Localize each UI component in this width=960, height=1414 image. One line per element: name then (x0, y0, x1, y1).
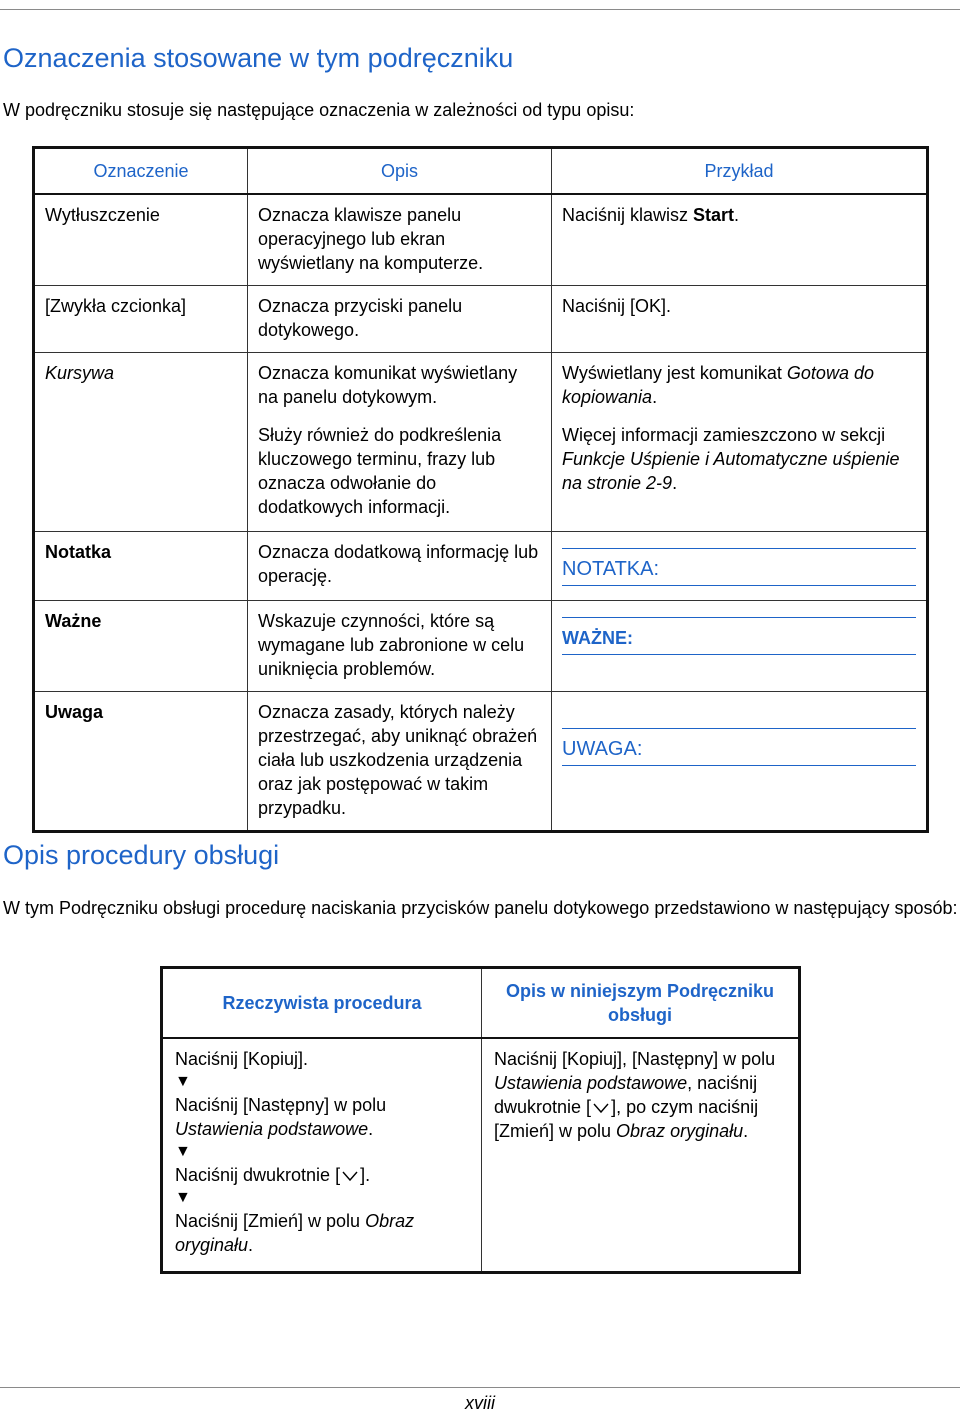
row-example (552, 692, 928, 832)
step-2: Naciśnij [Następny] w polu Ustawienia podstawowe. (175, 1095, 387, 1139)
row-desc: Oznacza dodatkową informację lub operację. (248, 532, 552, 601)
chevron-down-icon (340, 1170, 360, 1182)
row-label: Wytłuszczenie (34, 194, 248, 286)
caution-example: UWAGA: (562, 728, 916, 766)
row-example (552, 532, 928, 601)
row-desc: Wskazuje czynności, które są wymagane lub zabronione w celu uniknięcia problemów. (248, 601, 552, 692)
down-arrow-icon: ▼ (175, 1143, 191, 1160)
manual-description-cell (482, 1038, 800, 1273)
header-actual-procedure: Rzeczywista procedura (162, 968, 482, 1039)
row-label: Notatka (34, 532, 248, 601)
table-header-row (162, 968, 800, 1039)
section-intro-conventions: W podręczniku stosuje się następujące oznaczenia w zależności od typu opisu: (3, 100, 635, 120)
italic-example: Gotowa do kopiowania (562, 363, 874, 407)
table-row (34, 194, 928, 286)
table-row (34, 601, 928, 692)
note-example: NOTATKA: (562, 548, 916, 586)
italic-reference: Funkcje Uśpienie i Automatyczne uśpienie na stronie 2-9 (562, 449, 900, 493)
row-example: Naciśnij [OK]. (552, 286, 928, 353)
table-row (162, 1038, 800, 1273)
step-1: Naciśnij [Kopiuj]. (175, 1049, 309, 1069)
header-oznaczenie: Oznaczenie (34, 148, 248, 195)
section-title-conventions: Oznaczenia stosowane w tym podręczniku (3, 43, 514, 73)
row-label: Kursywa (34, 353, 248, 532)
bottom-rule (0, 1387, 960, 1388)
row-example: Wyświetlany jest komunikat Gotowa do kopiowania. (552, 353, 928, 416)
row-example (552, 601, 928, 692)
row-example-secondary: Więcej informacji zamieszczono w sekcji Funkcje Uśpienie i Automatyczne uśpienie na stronie 2-9. (552, 415, 928, 532)
table-row (34, 286, 928, 353)
conventions-table (32, 146, 929, 833)
row-desc: Oznacza klawisze panelu operacyjnego lub ekran wyświetlany na komputerze. (248, 194, 552, 286)
header-opis: Opis (248, 148, 552, 195)
bold-example: Start (693, 205, 735, 225)
header-przyklad: Przykład (552, 148, 928, 195)
header-manual-description: Opis w niniejszym Podręczniku obsługi (482, 968, 800, 1039)
step-4: Naciśnij [Zmień] w polu Obraz oryginału. (175, 1211, 415, 1255)
row-example: Naciśnij klawisz Start. (552, 194, 928, 286)
table-row (34, 532, 928, 601)
table-row (34, 692, 928, 832)
row-label: Ważne (34, 601, 248, 692)
top-rule (0, 9, 960, 10)
row-label: [Zwykła czcionka] (34, 286, 248, 353)
step-3: Naciśnij dwukrotnie [ ]. (175, 1165, 371, 1185)
table-row (34, 353, 928, 416)
chevron-down-icon (591, 1102, 611, 1114)
section-title-procedure: Opis procedury obsługi (3, 840, 280, 870)
page-number: xviii (465, 1393, 495, 1413)
row-label: Uwaga (34, 692, 248, 832)
table-header-row (34, 148, 928, 195)
row-desc: Oznacza zasady, których należy przestrzegać, aby uniknąć obrażeń ciała lub uszkodzenia urządzenia oraz jak postępować w takim przypadku. (248, 692, 552, 832)
row-desc-secondary: Służy również do podkreślenia kluczowego terminu, frazy lub oznacza odwołanie do dodatkowych informacji. (248, 415, 552, 532)
section-intro-procedure: W tym Podręczniku obsługi procedurę naciskania przycisków panelu dotykowego przedstawiono w następujący sposób: (3, 898, 958, 918)
procedure-table (160, 966, 801, 1274)
down-arrow-icon: ▼ (175, 1073, 191, 1090)
important-example: WAŻNE: (562, 617, 916, 655)
down-arrow-icon: ▼ (175, 1189, 191, 1206)
row-desc: Oznacza komunikat wyświetlany na panelu dotykowym. (248, 353, 552, 416)
row-desc: Oznacza przyciski panelu dotykowego. (248, 286, 552, 353)
summary-text: Naciśnij [Kopiuj], [Następny] w polu Ustawienia podstawowe, naciśnij dwukrotnie [ ], po czym naciśnij [Zmień] w polu Obraz oryginału. (494, 1049, 776, 1141)
actual-procedure-cell (162, 1038, 482, 1273)
